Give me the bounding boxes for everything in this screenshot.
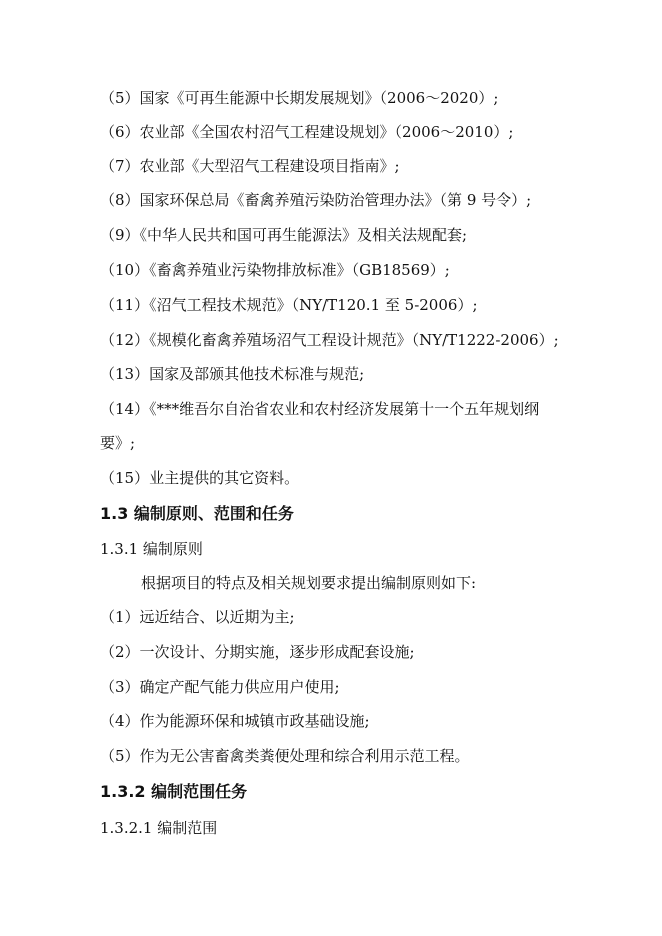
reference-item: （9）《中华人民共和国可再生能源法》及相关法规配套; <box>100 226 468 244</box>
reference-item: （15）业主提供的其它资料。 <box>100 469 300 487</box>
subsection-heading: 1.3.2 编制范围任务 <box>100 782 248 801</box>
section-heading: 1.3 编制原则、范围和任务 <box>100 504 294 523</box>
principle-item: （5）作为无公害畜禽类粪便处理和综合利用示范工程。 <box>100 747 470 765</box>
reference-item: （10）《畜禽养殖业污染物排放标准》（GB18569）; <box>100 261 450 279</box>
subsection-heading: 1.3.1 编制原则 <box>100 540 203 558</box>
subsubsection-heading: 1.3.2.1 编制范围 <box>100 819 218 837</box>
principle-item: （3）确定产配气能力供应用户使用; <box>100 678 340 696</box>
reference-item: （12）《规模化畜禽养殖场沼气工程设计规范》（NY/T1222-2006）; <box>100 331 559 349</box>
principle-item: （2）一次设计、分期实施，逐步形成配套设施; <box>100 643 415 661</box>
paragraph: 根据项目的特点及相关规划要求提出编制原则如下: <box>141 574 477 592</box>
principle-item: （4）作为能源环保和城镇市政基础设施; <box>100 712 370 730</box>
principle-item: （1）远近结合、以近期为主; <box>100 608 295 626</box>
reference-item: （11）《沼气工程技术规范》（NY/T120.1 至 5-2006）; <box>100 296 478 314</box>
reference-item-continuation: 要》; <box>100 434 136 452</box>
reference-item: （8）国家环保总局《畜禽养殖污染防治管理办法》（第 9 号令）; <box>100 191 532 209</box>
reference-item: （13）国家及部颁其他技术标准与规范; <box>100 365 365 383</box>
reference-item: （14）《***维吾尔自治省农业和农村经济发展第十一个五年规划纲 <box>100 400 540 418</box>
reference-item: （7）农业部《大型沼气工程建设项目指南》; <box>100 157 400 175</box>
reference-item: （5）国家《可再生能源中长期发展规划》（2006～2020）; <box>100 89 499 107</box>
reference-item: （6）农业部《全国农村沼气工程建设规划》（2006～2010）; <box>100 123 514 141</box>
